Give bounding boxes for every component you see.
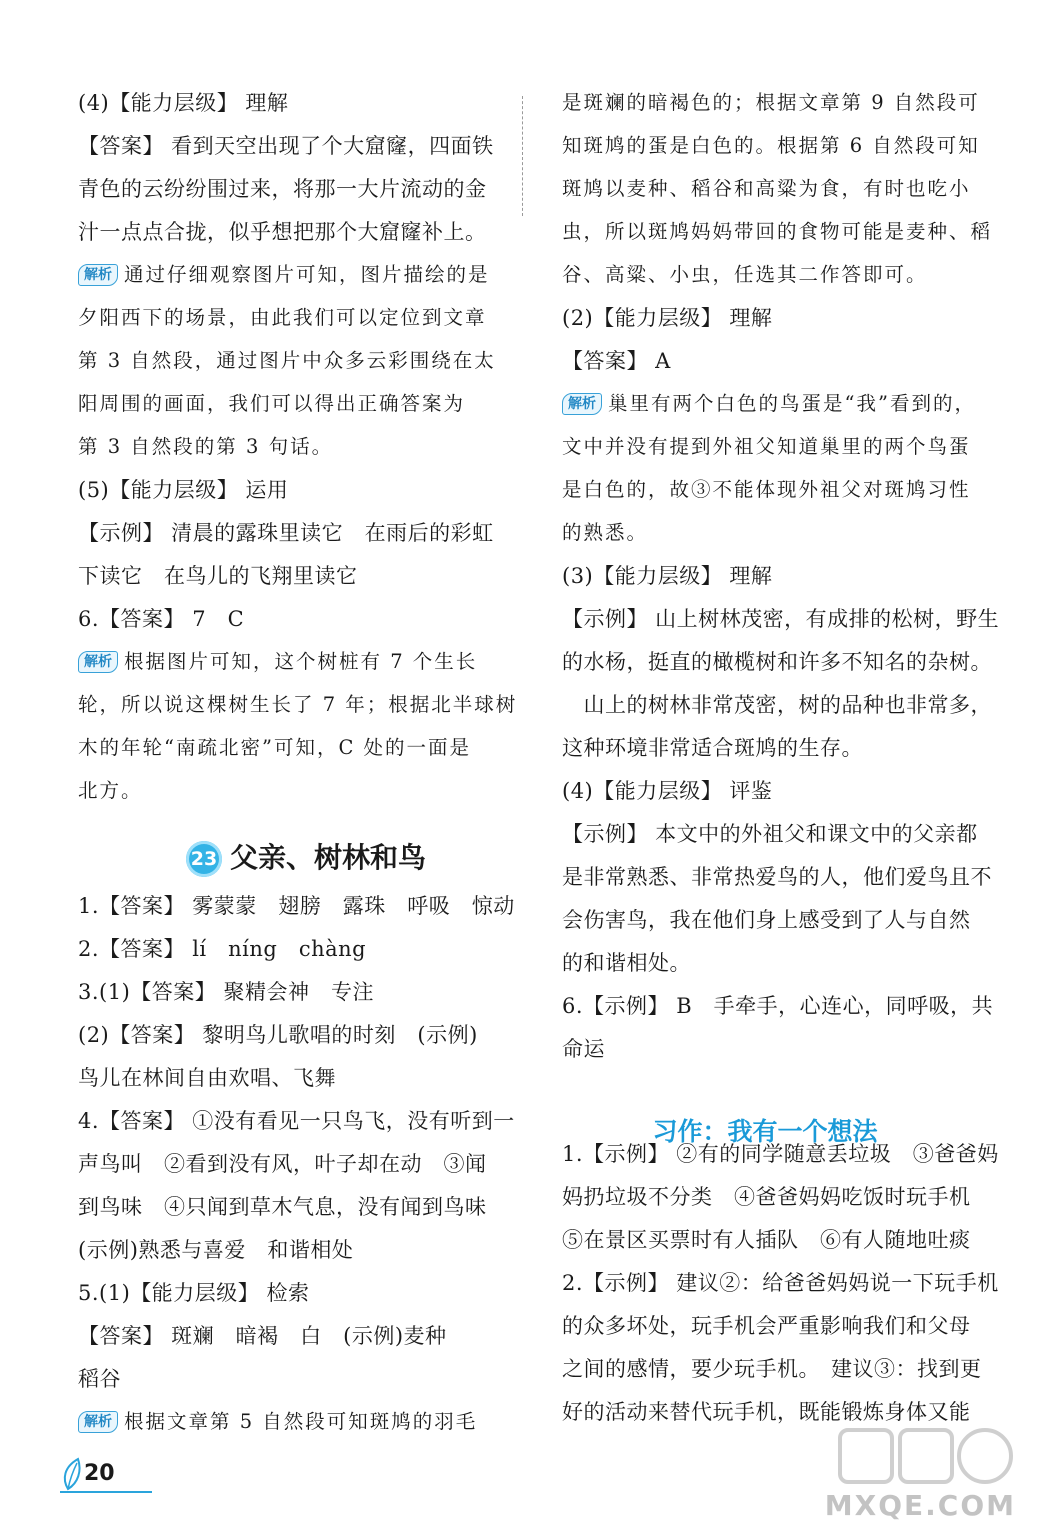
line-text: 虫，所以斑鸠妈妈带回的食物可能是麦种、稻 <box>562 220 993 243</box>
line-text: 【示例】 本文中的外祖父和课文中的父亲都 <box>562 822 978 846</box>
section-heading: 习作：我有一个想法 <box>652 1117 878 1146</box>
analysis-line <box>78 260 490 290</box>
line-text: (示例)熟悉与喜爱 和谐相处 <box>78 1238 354 1262</box>
line-text: 根据文章第 5 自然段可知斑鸠的羽毛 <box>124 1410 478 1433</box>
text-line <box>562 217 992 247</box>
text-line <box>562 1311 971 1341</box>
text-line <box>562 432 971 462</box>
line-text: 【答案】 看到天空出现了个大窟窿，四面铁 <box>78 134 494 158</box>
line-text: (2)【能力层级】 理解 <box>562 306 773 330</box>
line-text: 第 3 自然段的第 3 句话。 <box>78 435 334 458</box>
line-text: 是白色的，故③不能体现外祖父对斑鸠习性 <box>562 478 971 501</box>
text-line <box>78 733 471 763</box>
text-line <box>78 303 487 333</box>
line-text: 通过仔细观察图片可知，图片描绘的是 <box>124 263 490 286</box>
text-line <box>562 819 978 849</box>
line-text: 山上的树林非常茂密，树的品种也非常多， <box>562 693 992 717</box>
text-line <box>78 88 288 118</box>
line-text: 命运 <box>562 1037 605 1061</box>
lesson-heading <box>186 838 426 878</box>
text-line <box>562 1225 971 1255</box>
text-line <box>562 260 928 290</box>
analysis-line <box>78 1407 477 1437</box>
line-text: 好的活动来替代玩手机，既能锻炼身体又能 <box>562 1400 971 1424</box>
analysis-line <box>562 389 976 419</box>
watermark <box>824 1412 1020 1522</box>
line-text: 6.【示例】 B 手牵手，心连心，同呼吸，共 <box>562 994 994 1018</box>
text-line <box>562 1034 605 1064</box>
text-line <box>78 518 494 548</box>
line-text: 文中并没有提到外祖父知道巢里的两个鸟蛋 <box>562 435 971 458</box>
text-line <box>78 776 143 806</box>
text-line <box>78 690 517 720</box>
line-text: 夕阳西下的场景，由此我们可以定位到文章 <box>78 306 487 329</box>
line-text: 这种环境非常适合斑鸠的生存。 <box>562 736 863 760</box>
text-line <box>562 346 671 376</box>
text-line <box>78 604 244 634</box>
page-number: 20 <box>84 1461 115 1486</box>
line-text: 根据图片可知，这个树桩有 7 个生长 <box>124 650 478 673</box>
line-text: (3)【能力层级】 理解 <box>562 564 773 588</box>
text-line <box>562 690 992 720</box>
line-text: 下读它 在鸟儿的飞翔里读它 <box>78 564 358 588</box>
text-line <box>78 1063 336 1093</box>
text-line <box>562 776 772 806</box>
watermark-logo-icon <box>830 1412 1020 1492</box>
line-text: 谷、高粱、小虫，任选其二作答即可。 <box>562 263 928 286</box>
line-text: (4)【能力层级】 评鉴 <box>562 779 773 803</box>
text-line <box>78 1278 309 1308</box>
line-text: 的和谐相处。 <box>562 951 691 975</box>
watermark-text: MXQE.COM <box>824 1489 1016 1522</box>
line-text: 6.【答案】 7 C <box>78 607 245 631</box>
leaf-icon <box>60 1457 86 1491</box>
analysis-badge: 解析 <box>78 1411 118 1433</box>
text-line <box>78 389 465 419</box>
text-line <box>562 604 999 634</box>
line-text: 知斑鸠的蛋是白色的。根据第 6 自然段可知 <box>562 134 980 157</box>
line-text: 轮，所以说这棵树生长了 7 年；根据北半球树 <box>78 693 518 716</box>
text-line <box>78 977 374 1007</box>
line-text: 斑鸠以麦种、稻谷和高粱为食，有时也吃小 <box>562 177 971 200</box>
text-line <box>562 475 971 505</box>
line-text: 1.【答案】 雾蒙蒙 翅膀 露珠 呼吸 惊动 <box>78 894 515 918</box>
line-text: 到鸟味 ④只闻到草木气息，没有闻到鸟味 <box>78 1195 487 1219</box>
lesson-title: 父亲、树林和鸟 <box>230 841 427 874</box>
text-line <box>78 1192 487 1222</box>
text-line <box>78 1364 121 1394</box>
line-text: 青色的云纷纷围过来，将那一大片流动的金 <box>78 177 487 201</box>
analysis-line <box>78 647 477 677</box>
line-text: 稻谷 <box>78 1367 121 1391</box>
column-divider <box>522 96 523 216</box>
text-line <box>562 88 980 118</box>
analysis-badge: 解析 <box>78 651 118 673</box>
line-text: 的众多坏处，玩手机会严重影响我们和父母 <box>562 1314 971 1338</box>
analysis-badge: 解析 <box>78 264 118 286</box>
line-text: 【答案】 A <box>562 349 671 373</box>
line-text: 5.(1)【能力层级】 检索 <box>78 1281 310 1305</box>
text-line <box>562 1268 999 1298</box>
line-text: 2.【答案】 lí níng chàng <box>78 937 367 961</box>
text-line <box>78 1020 478 1050</box>
text-line <box>78 217 487 247</box>
text-line <box>78 891 515 921</box>
line-text: 【答案】 斑斓 暗褐 白 (示例)麦种 <box>78 1324 447 1348</box>
text-line <box>78 1106 515 1136</box>
text-line <box>562 862 992 892</box>
text-line <box>78 1235 353 1265</box>
text-line <box>78 432 333 462</box>
line-text: 妈扔垃圾不分类 ④爸爸妈妈吃饭时玩手机 <box>562 1185 971 1209</box>
text-line <box>562 948 691 978</box>
line-text: (5)【能力层级】 运用 <box>78 478 289 502</box>
text-line <box>78 561 358 591</box>
line-text: 的水杨，挺直的橄榄树和许多不知名的杂树。 <box>562 650 992 674</box>
text-line <box>562 1182 971 1212</box>
line-text: 汁一点点合拢，似乎想把那个大窟窿补上。 <box>78 220 487 244</box>
line-text: ⑤在景区买票时有人插队 ⑥有人随地吐痰 <box>562 1228 971 1252</box>
line-text: 北方。 <box>78 779 143 802</box>
line-text: 2.【示例】 建议②：给爸爸妈妈说一下玩手机 <box>562 1271 999 1295</box>
text-line <box>562 174 971 204</box>
text-line <box>562 1354 982 1384</box>
text-line <box>78 1149 487 1179</box>
text-line <box>78 1321 447 1351</box>
lesson-number-badge: 23 <box>186 841 222 877</box>
line-text: 4.【答案】 ①没有看见一只鸟飞，没有听到一 <box>78 1109 515 1133</box>
line-text: 阳周围的画面，我们可以得出正确答案为 <box>78 392 466 415</box>
text-line <box>78 131 494 161</box>
text-line <box>78 174 487 204</box>
text-line <box>562 733 863 763</box>
text-line <box>562 561 772 591</box>
page-footer <box>60 1455 160 1495</box>
line-text: 是非常熟悉、非常热爱鸟的人，他们爱鸟且不 <box>562 865 992 889</box>
line-text: (4)【能力层级】 理解 <box>78 91 289 115</box>
line-text: (2)【答案】 黎明鸟儿歌唱的时刻 (示例) <box>78 1023 478 1047</box>
line-text: 巢里有两个白色的鸟蛋是“我”看到的， <box>608 392 976 415</box>
line-text: 第 3 自然段，通过图片中众多云彩围绕在太 <box>78 349 496 372</box>
line-text: 3.(1)【答案】 聚精会神 专注 <box>78 980 374 1004</box>
line-text: 是斑斓的暗褐色的；根据文章第 9 自然段可 <box>562 91 980 114</box>
text-line <box>562 303 772 333</box>
text-line <box>78 475 288 505</box>
footer-rule <box>60 1491 152 1493</box>
line-text: 声鸟叫 ②看到没有风，叶子却在动 ③闻 <box>78 1152 487 1176</box>
line-text: 【示例】 清晨的露珠里读它 在雨后的彩虹 <box>78 521 494 545</box>
text-line <box>562 647 992 677</box>
line-text: 会伤害鸟，我在他们身上感受到了人与自然 <box>562 908 971 932</box>
analysis-badge: 解析 <box>562 393 602 415</box>
text-line <box>562 905 971 935</box>
line-text: 的熟悉。 <box>562 521 649 544</box>
text-line <box>562 518 648 548</box>
text-line <box>562 131 980 161</box>
line-text: 木的年轮“南疏北密”可知，C 处的一面是 <box>78 736 472 759</box>
text-line <box>78 934 366 964</box>
text-line <box>562 991 993 1021</box>
line-text: 1.【示例】 ②有的同学随意丢垃圾 ③爸爸妈 <box>562 1142 999 1166</box>
line-text: 鸟儿在林间自由欢唱、飞舞 <box>78 1066 336 1090</box>
text-line <box>78 346 496 376</box>
line-text: 之间的感情，要少玩手机。 建议③：找到更 <box>562 1357 982 1381</box>
line-text: 【示例】 山上树林茂密，有成排的松树，野生 <box>562 607 1000 631</box>
